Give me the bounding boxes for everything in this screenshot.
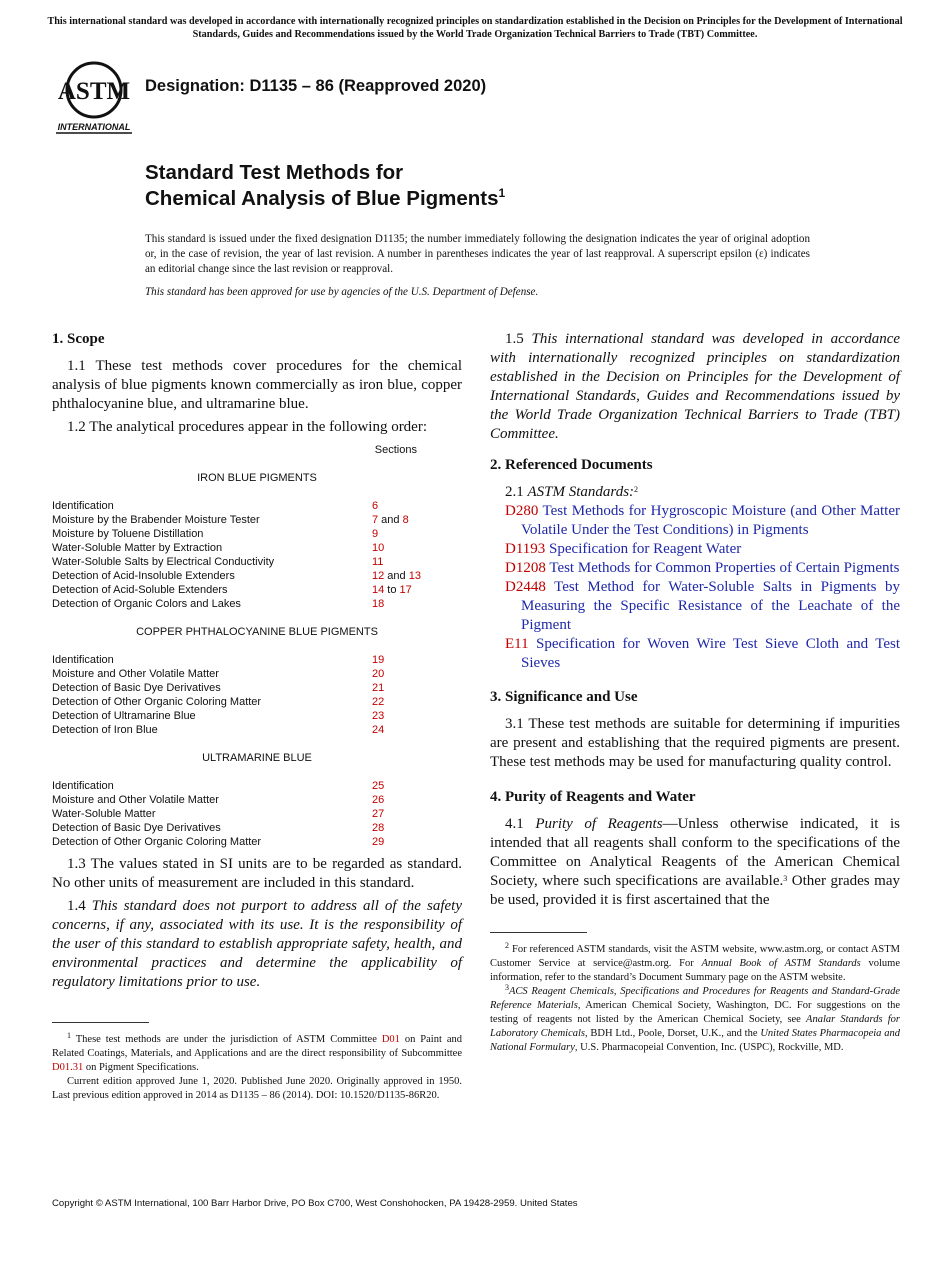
procedure-label: Detection of Organic Colors and Lakes (52, 598, 241, 610)
committee-d01-link[interactable]: D01 (381, 1034, 400, 1045)
title-footnote-ref: 1 (498, 186, 506, 200)
footnote-1: $^1$ These test methods are under the jurisdiction of ASTM Committee D01 on Paint and Related Coatings, Materials, and Applications and are the direct responsibility of Subcommittee D01.31 on Pigment Specifications. (52, 1031, 462, 1073)
copyright: Copyright © ASTM International, 100 Barr Harbor Drive, PO Box C700, West Conshohocken, PA 19428-2959. United States (52, 1198, 578, 1209)
referenced-heading: 2. Referenced Documents (490, 457, 653, 473)
paragraph-1-1: 1.1 These test methods cover procedures for the chemical analysis of blue pigments known commercially as iron blue, copper phthalocyanine blue, and ultramarine blue. (52, 358, 462, 412)
paragraph-1-3: 1.3 The values stated in SI units are to be regarded as standard. No other units of measurement are included in this standard. (52, 856, 462, 891)
procedure-label: Water-Soluble Matter (52, 808, 156, 820)
procedure-group-title: COPPER PHTHALOCYANINE BLUE PIGMENTS (136, 626, 378, 638)
section-link[interactable]: 25 (372, 780, 385, 792)
procedure-label: Moisture and Other Volatile Matter (52, 668, 219, 680)
section-link[interactable]: 7 and 8 (372, 514, 409, 526)
procedure-row (52, 821, 462, 835)
procedure-row (52, 583, 462, 597)
reference-title[interactable]: Specification for Woven Wire Test Sieve Cloth and Test Sieves (521, 636, 900, 671)
procedure-label: Identification (52, 654, 114, 666)
section-link[interactable]: 24 (372, 724, 385, 736)
footnote-1-edition: Current edition approved June 1, 2020. Published June 2020. Originally approved in 1950. Last previous edition approved in 2014 as D1135 – 86 (2014). DOI: 10.1520/D1135-86R20. (52, 1076, 462, 1101)
procedure-label: Moisture by the Brabender Moisture Tester (52, 514, 260, 526)
procedure-label: Detection of Iron Blue (52, 724, 158, 736)
section-link[interactable]: 20 (372, 668, 385, 680)
paragraph-1-2: 1.2 The analytical procedures appear in the following order: (67, 419, 428, 435)
procedure-label: Water-Soluble Matter by Extraction (52, 542, 223, 554)
procedure-row (52, 667, 462, 681)
section-link[interactable]: 23 (372, 710, 385, 722)
procedure-label: Identification (52, 500, 114, 512)
title-line-1: Standard Test Methods for (145, 161, 404, 184)
procedure-row (52, 653, 462, 667)
procedure-row (52, 527, 462, 541)
procedure-group-title: ULTRAMARINE BLUE (202, 752, 312, 764)
reference-code[interactable]: D1193 (505, 541, 546, 557)
procedure-label: Detection of Other Organic Coloring Matter (52, 836, 262, 848)
approved-note: This standard has been approved for use by agencies of the U.S. Department of Defense. (145, 286, 539, 298)
reference-title[interactable]: Test Method for Water-Soluble Salts in Pigments by Measuring the Specific Resistance of the Leachate of the Pigment (521, 579, 900, 633)
procedure-label: Identification (52, 780, 114, 792)
procedure-label: Moisture and Other Volatile Matter (52, 794, 219, 806)
issued-note: This standard is issued under the fixed designation D1135; the number immediately following the designation indicates the year of original adoption or, in the case of revision, the year of last revision. A number in parentheses indicates the year of last reapproval. A superscript epsilon (ε) indicates an editorial change since the last revision or reapproval. (145, 233, 810, 275)
section-link[interactable]: 26 (372, 794, 385, 806)
procedure-row (52, 723, 462, 737)
section-link[interactable]: 22 (372, 696, 385, 708)
procedure-row (52, 835, 462, 849)
procedure-label: Moisture by Toluene Distillation (52, 528, 204, 540)
procedures-table (52, 443, 462, 849)
procedure-label: Detection of Acid-Soluble Extenders (52, 584, 228, 596)
procedure-label: Detection of Basic Dye Derivatives (52, 682, 221, 694)
procedure-row (52, 793, 462, 807)
reference-code[interactable]: D2448 (505, 579, 546, 595)
procedure-row (52, 807, 462, 821)
reference-title[interactable]: Test Methods for Hygroscopic Moisture (and Other Matter Volatile Under the Test Conditions) in Pigments (521, 503, 900, 538)
procedure-row (52, 709, 462, 723)
reference-code[interactable]: D280 (505, 503, 539, 519)
section-link[interactable]: 27 (372, 808, 385, 820)
reference-code[interactable]: E11 (505, 636, 529, 652)
reference-entry[interactable] (490, 502, 900, 540)
section-link[interactable]: 21 (372, 682, 385, 694)
significance-heading: 3. Significance and Use (490, 689, 638, 705)
svg-text:ASTM: ASTM (57, 78, 131, 105)
document-title (145, 160, 505, 212)
procedure-label: Detection of Ultramarine Blue (52, 710, 196, 722)
reference-entry[interactable] (490, 578, 900, 635)
astm-standards-label: 2.1 ASTM Standards:$^2$ (505, 484, 639, 500)
section-link[interactable]: 11 (372, 556, 384, 568)
paragraph-4-1: 4.1 Purity of Reagents—Unless otherwise indicated, it is intended that all reagents shall conform to the specifications of the Committee on Analytical Reagents of the American Chemical Society, where such specifications are available.$^3$ Other grades may be used, provided it is first ascertained that the (490, 816, 901, 908)
right-column (490, 330, 900, 1055)
left-column (52, 330, 462, 1103)
section-link[interactable]: 18 (372, 598, 385, 610)
procedure-row (52, 681, 462, 695)
section-link[interactable]: 10 (372, 542, 385, 554)
procedure-row (52, 541, 462, 555)
reference-entry[interactable] (490, 559, 900, 578)
section-link[interactable]: 14 to 17 (372, 584, 412, 596)
footnote-3: $^3$ACS Reagent Chemicals, Specifications and Procedures for Reagents and Standard-Grade Reference Materials, American Chemical Society, Washington, DC. For suggestions on the testing of reagents not listed by the American Chemical Society, see Analar Standards for Laboratory Chemicals, BDH Ltd., Poole, Dorset, U.K., and the United States Pharmacopeia and National Formulary, U.S. Pharmacopeial Convention, Inc. (USPC), Rockville, MD. (490, 983, 900, 1053)
section-link[interactable]: 12 and 13 (372, 570, 421, 582)
top-note: This international standard was developed in accordance with internationally recognized principles on standardization established in the Decision on Principles for the Development of International Standards, Guides and Recommendations issued by the World Trade Organization Technical Barriers to Trade (TBT) Committee. (47, 16, 903, 40)
procedure-label: Detection of Other Organic Coloring Matter (52, 696, 262, 708)
title-line-2: Chemical Analysis of Blue Pigments$^1$ (145, 186, 506, 210)
section-link[interactable]: 19 (372, 654, 385, 666)
reference-title[interactable]: Test Methods for Common Properties of Certain Pigments (545, 560, 900, 576)
paragraph-3-1: 3.1 These test methods are suitable for determining if impurities are present and establishing that the required pigments are present. These test methods may be used for manufacturing quality control. (490, 716, 900, 770)
reference-list (490, 502, 900, 673)
procedure-row (52, 695, 462, 709)
astm-logo (52, 58, 136, 136)
scope-heading: 1. Scope (52, 331, 105, 347)
procedure-label: Detection of Basic Dye Derivatives (52, 822, 221, 834)
procedure-label: Water-Soluble Salts by Electrical Conductivity (52, 556, 275, 568)
procedure-row (52, 597, 462, 611)
reference-title[interactable]: Specification for Reagent Water (545, 541, 742, 557)
paragraph-1-4: 1.4 This standard does not purport to address all of the safety concerns, if any, associated with its use. It is the responsibility of the user of this standard to establish appropriate safety, health, and environmental practices and determine the applicability of regulatory limitations prior to use. (52, 898, 462, 990)
procedure-label: Detection of Acid-Insoluble Extenders (52, 570, 235, 582)
section-link[interactable]: 6 (372, 500, 379, 512)
paragraph-1-5: 1.5 This international standard was developed in accordance with internationally recognized principles on standardization established in the Decision on Principles for the Development of International Standards, Guides and Recommendations issued by the World Trade Organization Technical Barriers to Trade (TBT) Committee. (490, 331, 901, 442)
procedure-row (52, 555, 462, 569)
procedure-row (52, 513, 462, 527)
subcommittee-d01-31-link[interactable]: D01.31 (52, 1062, 84, 1073)
procedure-group-title: IRON BLUE PIGMENTS (197, 472, 317, 484)
designation: Designation: D1135 – 86 (Reapproved 2020) (145, 77, 487, 95)
purity-heading: 4. Purity of Reagents and Water (490, 789, 696, 805)
svg-text:INTERNATIONAL: INTERNATIONAL (57, 122, 131, 132)
procedure-row (52, 499, 462, 513)
reference-entry[interactable] (490, 635, 900, 673)
procedure-row (52, 569, 462, 583)
procedure-row (52, 779, 462, 793)
sections-label: Sections (374, 444, 417, 456)
reference-code[interactable]: D1208 (505, 560, 546, 576)
section-link[interactable]: 9 (372, 528, 379, 540)
section-link[interactable]: 28 (372, 822, 385, 834)
reference-entry[interactable] (490, 540, 900, 559)
footnote-2: $^2$ For referenced ASTM standards, visit the ASTM website, www.astm.org, or contact ASTM Customer Service at service@astm.org. For Annual Book of ASTM Standards volume information, refer to the standard’s Document Summary page on the ASTM website. (490, 941, 900, 983)
section-link[interactable]: 29 (372, 836, 385, 848)
